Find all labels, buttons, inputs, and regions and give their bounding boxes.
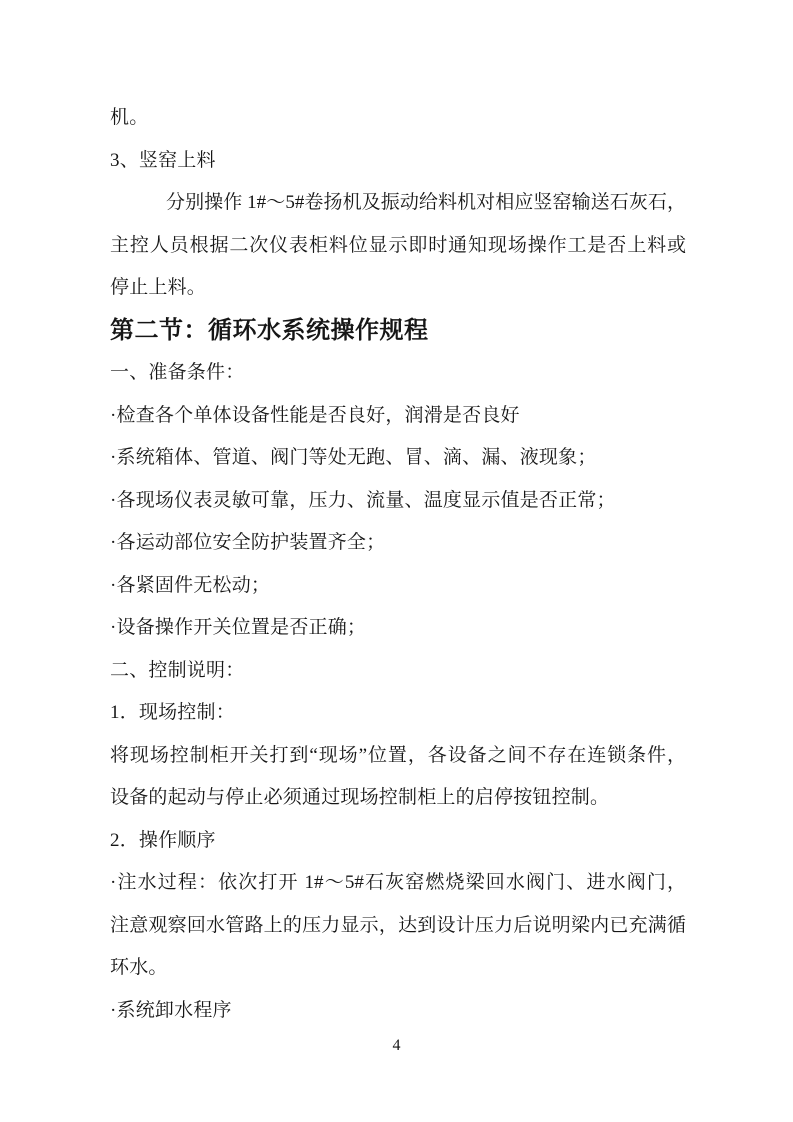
- bullet-line: ·检查各个单体设备性能是否良好，润滑是否良好: [110, 404, 520, 426]
- text-line: 停止上料。: [110, 277, 207, 298]
- text-line: 机。: [110, 107, 149, 128]
- bullet-line: ·各现场仪表灵敏可靠，压力、流量、温度显示值是否正常；: [110, 489, 616, 511]
- document-text-column: [110, 97, 686, 1032]
- bullet-line: ·系统箱体、管道、阀门等处无跑、冒、滴、漏、液现象；: [110, 447, 597, 468]
- text-line: 设备的起动与停止必须通过现场控制柜上的启停按钮控制。: [110, 787, 610, 808]
- numbered-item: 1．现场控制：: [110, 702, 235, 723]
- page-number: 4: [392, 1037, 401, 1054]
- text-line: 将现场控制柜开关打到“现场”位置，各设备之间不存在连锁条件，: [110, 744, 686, 766]
- bullet-line: ·各运动部位安全防护装置齐全；: [110, 532, 386, 553]
- numbered-item: 2．操作顺序: [110, 829, 216, 851]
- section-heading: 第二节：循环水系统操作规程: [110, 316, 429, 344]
- bullet-line: ·设备操作开关位置是否正确；: [110, 617, 367, 638]
- list-heading: 二、控制说明：: [110, 659, 245, 681]
- text-line: 分别操作 1#～5#卷扬机及振动给料机对相应竖窑输送石灰石，: [166, 192, 686, 213]
- bullet-line: ·系统卸水程序: [110, 999, 232, 1021]
- bullet-line: ·注水过程：依次打开 1#～5#石灰窑燃烧梁回水阀门、进水阀门，: [110, 872, 686, 893]
- text-line: 环水。: [110, 957, 168, 978]
- text-line: 注意观察回水管路上的压力显示，达到设计压力后说明梁内已充满循: [110, 914, 686, 936]
- text-line: 主控人员根据二次仪表柜料位显示即时通知现场操作工是否上料或: [110, 234, 686, 256]
- text-line: 3、竖窑上料: [110, 149, 216, 171]
- list-heading: 一、准备条件：: [110, 362, 245, 383]
- bullet-line: ·各紧固件无松动；: [110, 574, 271, 596]
